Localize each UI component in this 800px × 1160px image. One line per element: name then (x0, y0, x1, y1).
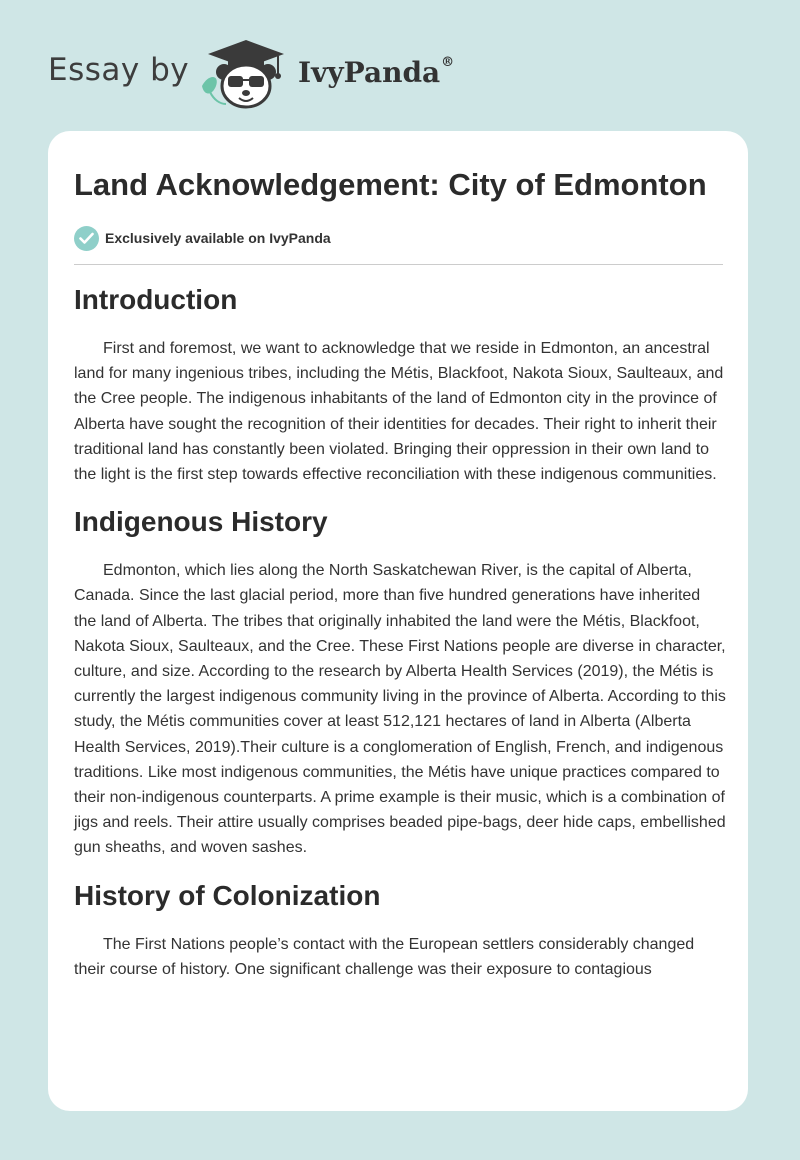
brand-name: IvyPanda (298, 56, 441, 89)
page-title: Land Acknowledgement: City of Edmonton (74, 167, 707, 202)
essay-content (74, 165, 724, 982)
section-paragraph: Edmonton, which lies along the North Saskatchewan River, is the capital of Alberta, Canada. Since the last glacial period, more than five hundred generations have inherited the land of Alberta. The tribes that originally inhabited the land were the Métis, Blackfoot, Nakota Sioux, Saulteaux, and the Cree. These First Nations people are diverse in character, culture, and size. According to the research by Alberta Health Services (2019), the Métis is currently the largest indigenous community living in the province of Alberta. According to this study, the Métis communities cover at least 512,121 hectares of land in Alberta (Alberta Health Services, 2019).Their culture is a conglomeration of English, French, and indigenous traditions. Like most indigenous communities, the Métis have unique practices compared to their non-indigenous counterparts. A prime example is their music, which is a combination of jigs and reels. Their attire usually comprises beaded pipe-bags, deer hide caps, embellished gun sheaths, and woven sashes. (74, 562, 726, 857)
section-heading: Introduction (74, 284, 238, 315)
panda-graduate-icon[interactable] (198, 34, 294, 110)
registered-mark: ® (441, 54, 455, 70)
exclusive-badge (74, 225, 724, 251)
section-indigenous-history (74, 504, 724, 860)
section-history-of-colonization (74, 878, 724, 982)
section-paragraph: The First Nations people’s contact with the European settlers considerably changed their course of history. One significant challenge was their exposure to contagious (74, 935, 695, 978)
section-introduction (74, 282, 724, 487)
exclusive-label: Exclusively available on IvyPanda (105, 230, 331, 246)
section-heading: History of Colonization (74, 879, 381, 911)
site-header (48, 30, 568, 110)
section-paragraph: First and foremost, we want to acknowledge that we reside in Edmonton, an ancestral land for many ingenious tribes, including the Métis, Blackfoot, Nakota Sioux, Saulteaux, and the Cree people. The indigenous inhabitants of the land of Edmonton city in the province of Alberta have sought the recognition of their identities for decades. Their right to inherit their traditional land has constantly been violated. Bringing their oppression in their own land to the light is the first step towards effective reconciliation with these indigenous communities. (74, 340, 724, 484)
check-icon (74, 226, 99, 251)
section-heading: Indigenous History (74, 506, 328, 538)
essay-card (48, 131, 748, 1111)
divider (74, 264, 723, 265)
essay-by-label: Essay by (48, 52, 190, 88)
brand-logo[interactable] (298, 56, 454, 89)
